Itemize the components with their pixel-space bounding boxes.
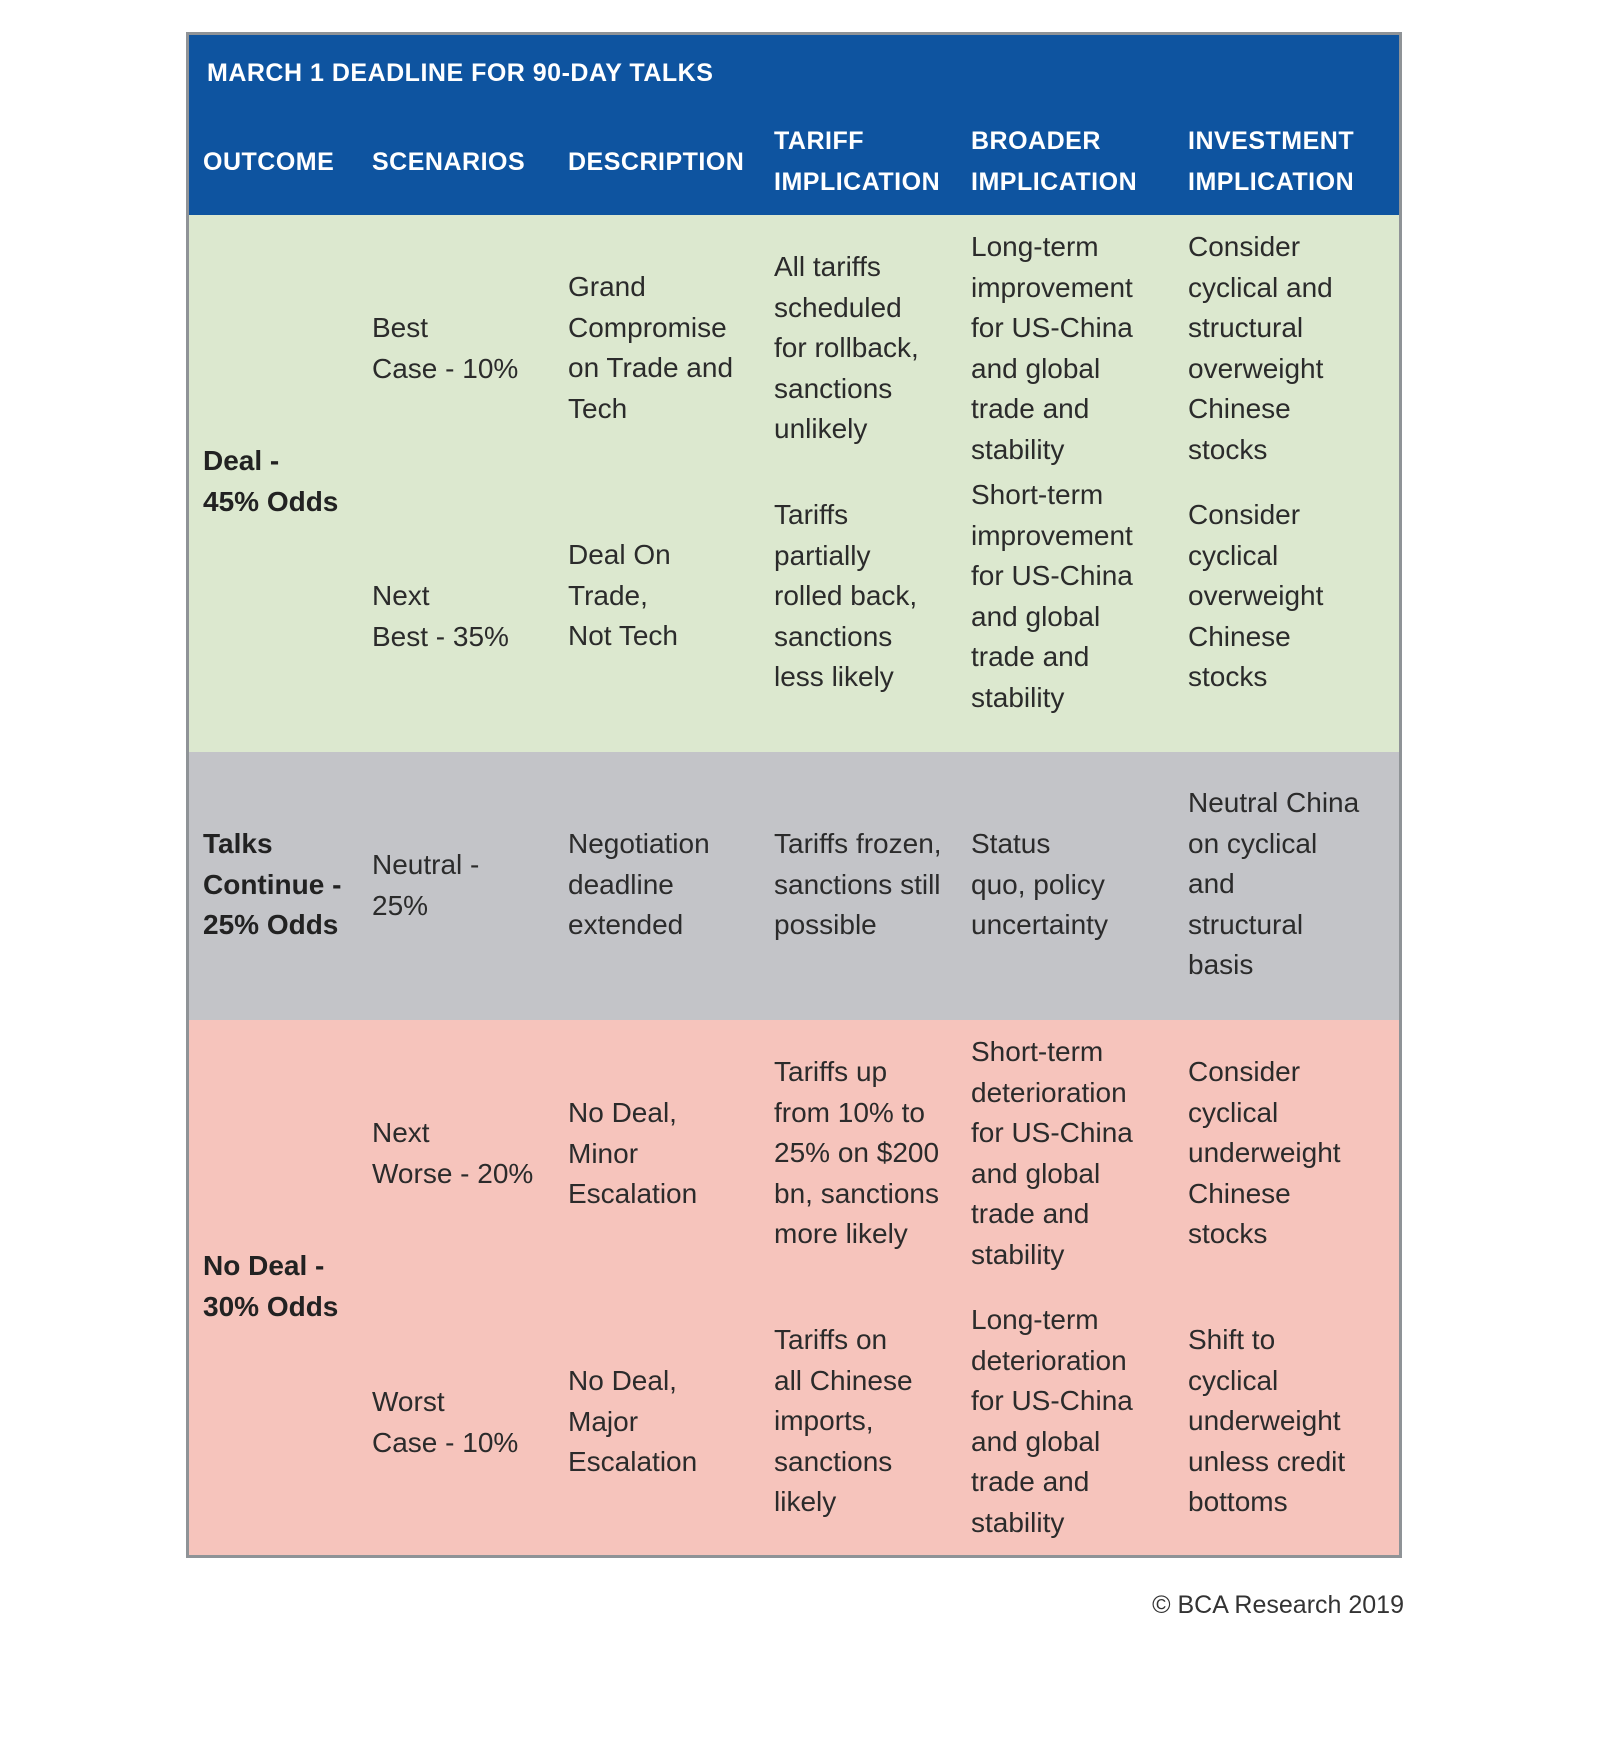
header-outcome: OUTCOME [203, 148, 335, 176]
table-title: MARCH 1 DEADLINE FOR 90-DAY TALKS [207, 59, 714, 87]
tariff-neutral: Tariffs frozen, sanctions still possible [774, 828, 942, 940]
broader-neutral: Status quo, policy uncertainty [971, 828, 1108, 940]
no-deal-group [189, 1020, 1399, 1555]
tariff-next-best: Tariffs partially rolled back, sanctions less likely [774, 499, 918, 692]
table-header [189, 35, 1399, 215]
description-best-case: Grand Compromise on Trade and Tech [568, 271, 734, 424]
investment-next-worse: Consider cyclical underweight Chinese stocks [1188, 1056, 1341, 1249]
broader-best-case: Long-term improvement for US-China and global trade and stability [971, 231, 1133, 465]
description-neutral: Negotiation deadline extended [568, 828, 710, 940]
deal-group [189, 215, 1399, 752]
talks-continue-group [189, 752, 1399, 1020]
outcome-deal: Deal - 45% Odds [203, 445, 339, 517]
header-scenarios: SCENARIOS [372, 148, 526, 176]
tariff-best-case: All tariffs scheduled for rollback, sanctions unlikely [774, 251, 919, 444]
broader-next-worse: Short-term deterioration for US-China and global trade and stability [971, 1036, 1133, 1270]
copyright-text: © BCA Research 2019 [1152, 1591, 1404, 1619]
description-worst-case: No Deal, Major Escalation [568, 1365, 698, 1477]
scenario-next-best: Next Best - 35% [372, 580, 509, 652]
scenario-best-case: Best Case - 10% [372, 312, 519, 384]
investment-best-case: Consider cyclical and structural overweight Chinese stocks [1188, 231, 1333, 465]
scenario-neutral: Neutral - 25% [372, 849, 480, 921]
description-next-best: Deal On Trade, Not Tech [568, 539, 678, 651]
investment-next-best: Consider cyclical overweight Chinese stocks [1188, 499, 1324, 692]
outcome-no-deal: No Deal - 30% Odds [203, 1250, 339, 1322]
investment-worst-case: Shift to cyclical underweight unless credit bottoms [1188, 1324, 1346, 1517]
outcome-talks-continue: Talks Continue - 25% Odds [203, 828, 342, 940]
scenario-table [186, 32, 1402, 1558]
header-investment-implication: INVESTMENT IMPLICATION [1188, 127, 1355, 196]
scenario-next-worse: Next Worse - 20% [372, 1117, 534, 1189]
description-next-worse: No Deal, Minor Escalation [568, 1097, 698, 1209]
header-broader-implication: BROADER IMPLICATION [971, 127, 1138, 196]
tariff-worst-case: Tariffs on all Chinese imports, sanctions likely [774, 1324, 913, 1517]
scenario-worst-case: Worst Case - 10% [372, 1386, 519, 1458]
investment-neutral: Neutral China on cyclical and structural basis [1188, 787, 1360, 980]
header-description: DESCRIPTION [568, 148, 745, 176]
broader-next-best: Short-term improvement for US-China and global trade and stability [971, 479, 1133, 713]
broader-worst-case: Long-term deterioration for US-China and global trade and stability [971, 1304, 1133, 1538]
header-tariff-implication: TARIFF IMPLICATION [774, 127, 941, 196]
tariff-next-worse: Tariffs up from 10% to 25% on $200 bn, sanctions more likely [774, 1056, 940, 1249]
